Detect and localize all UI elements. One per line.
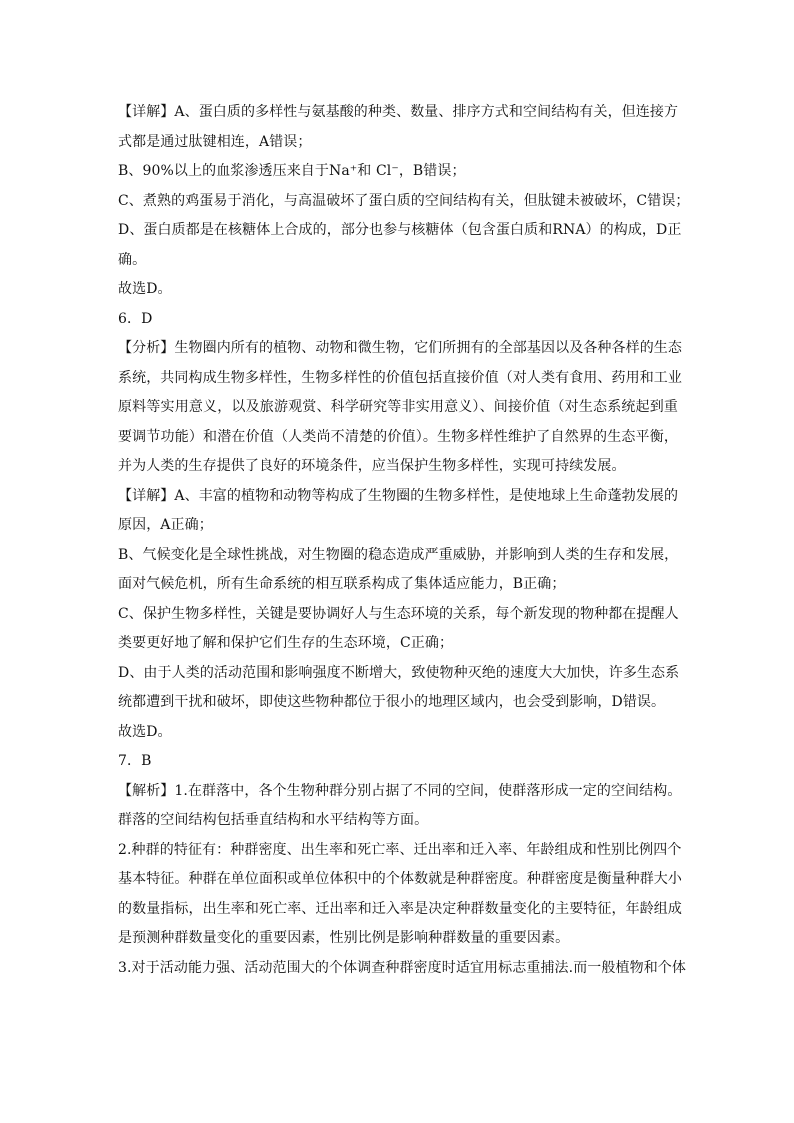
- text-line: 面对气候危机，所有生命系统的相互联系构成了集体适应能力，B正确；: [118, 576, 566, 592]
- text-line: 故选D。: [118, 281, 172, 297]
- text-line: 【详解】A、蛋白质的多样性与氨基酸的种类、数量、排序方式和空间结构有关，但连接方: [118, 104, 679, 120]
- text-line: 3.对于活动能力强、活动范围大的个体调查种群密度时适宜用标志重捕法.而一般植物和个体: [118, 959, 687, 976]
- text-line: 的数量指标，出生率和死亡率、迁出率和迁入率是决定种群数量变化的主要特征，年龄组成: [118, 900, 682, 917]
- question-answer: 7．B: [118, 753, 152, 769]
- text-line: 类要更好地了解和保护它们生存的生态环境，C正确；: [118, 635, 454, 651]
- text-line: B、气候变化是全球性挑战，对生物圈的稳态造成严重威胁，并影响到人类的生存和发展，: [118, 546, 679, 563]
- text-line: 2.种群的特征有：种群密度、出生率和死亡率、迁出率和迁入率、年龄组成和性别比例四个: [118, 841, 682, 858]
- question-answer: 6．D: [118, 310, 153, 327]
- text-line: 并为人类的生存提供了良好的环境条件，应当保护生物多样性，实现可持续发展。: [118, 458, 626, 474]
- text-line: C、煮熟的鸡蛋易于消化，与高温破坏了蛋白质的空间结构有关，但肽键未被破坏，C错误；: [118, 192, 690, 209]
- text-line: D、蛋白质都是在核糖体上合成的，部分也参与核糖体（包含蛋白质和RNA）的构成，D正: [118, 222, 682, 238]
- text-line: 统都遭到干扰和破坏，即使这些物种都位于很小的地理区域内，也会受到影响，D错误。: [118, 694, 666, 710]
- text-line: 群落的空间结构包括垂直结构和水平结构等方面。: [118, 812, 429, 828]
- text-line: 式都是通过肽键相连，A错误；: [118, 133, 312, 150]
- text-line: 原料等实用意义，以及旅游观赏、科学研究等非实用意义）、间接价值（对生态系统起到重: [118, 399, 678, 415]
- text-line: 【分析】生物圈内所有的植物、动物和微生物，它们所拥有的全部基因以及各种各样的生态: [118, 340, 682, 356]
- text-line: 故选D。: [118, 723, 172, 740]
- text-line: 【解析】1.在群落中，各个生物种群分别占据了不同的空间，使群落形成一定的空间结构。: [118, 782, 682, 799]
- text-line: 确。: [118, 251, 147, 268]
- text-line: 原因，A正确；: [118, 517, 213, 533]
- text-line: 要调节功能）和潜在价值（人类尚不清楚的价值）。生物多样性维护了自然界的生态平衡，: [118, 428, 678, 445]
- text-line: 基本特征。种群在单位面积或单位体积中的个体数就是种群密度。种群密度是衡量种群大小: [118, 871, 682, 887]
- text-line: 系统，共同构成生物多样性，生物多样性的价值包括直接价值（对人类有食用、药用和工业: [118, 369, 682, 386]
- text-line: 【详解】A、丰富的植物和动物等构成了生物圈的生物多样性，是使地球上生命蓬勃发展的: [118, 487, 679, 504]
- text-line: B、90%以上的血浆渗透压来自于Na⁺和 Cl⁻，B错误；: [118, 163, 466, 179]
- text-line: D、由于人类的活动范围和影响强度不断增大，致使物种灭绝的速度大大加快，许多生态系: [118, 664, 680, 681]
- answer-text-block: [118, 98, 690, 983]
- text-line: C、保护生物多样性，关键是要协调好人与生态环境的关系，每个新发现的物种都在提醒人: [118, 605, 679, 622]
- text-line: 是预测种群数量变化的重要因素，性别比例是影响种群数量的重要因素。: [118, 930, 570, 946]
